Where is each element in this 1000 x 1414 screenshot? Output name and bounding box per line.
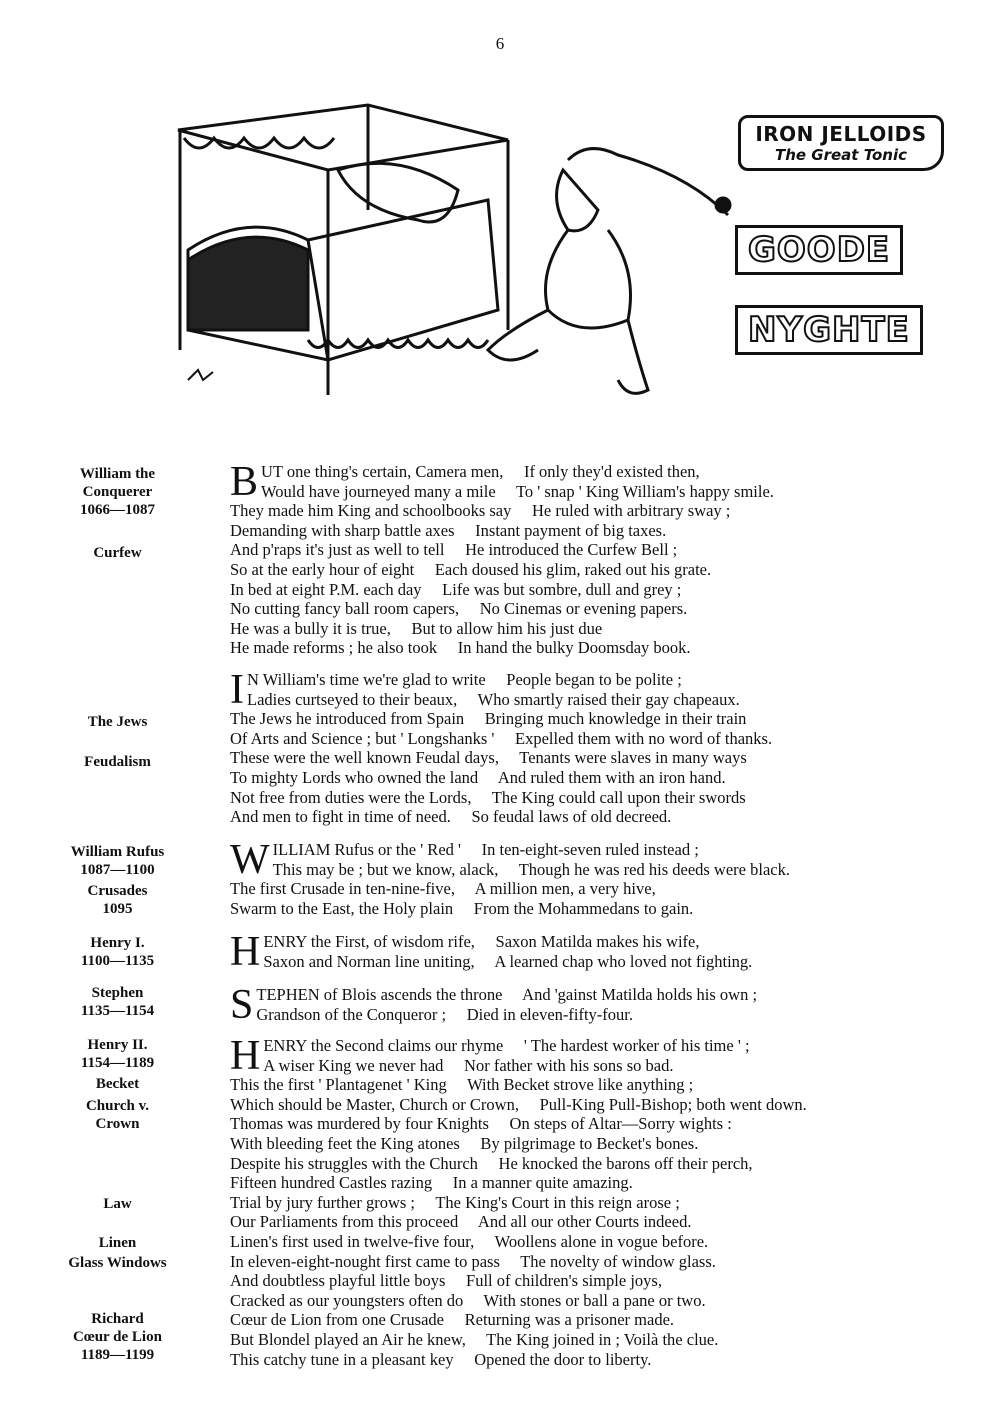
verse-line: Trial by jury further grows ; The King's Court in this reign arose ;: [230, 1192, 680, 1212]
verse-line: Linen's first used in twelve-five four, Woollens alone in vogue before.: [230, 1231, 709, 1251]
margin-note-becket: [40, 1075, 195, 1093]
margin-note-linen: [40, 1234, 195, 1252]
verse-line: In eleven-eight-nought first came to pass The novelty of window glass.: [230, 1251, 716, 1271]
margin-note-william: [40, 465, 195, 519]
verse-line: Fifteen hundred Castles razing In a manner quite amazing.: [230, 1173, 633, 1193]
drop-cap: W: [230, 837, 270, 883]
margin-note-line: Crown: [95, 1116, 140, 1132]
margin-note-line: Becket: [95, 1076, 140, 1092]
margin-note-line: Church v.: [85, 1098, 150, 1114]
verse-line: Ladies curtseyed to their beaux, Who smartly raised their gay chapeaux.: [247, 689, 740, 709]
margin-note-line: Feudalism: [84, 754, 151, 770]
verse-line: ILLIAM Rufus or the ' Red ' In ten-eight-seven ruled instead ;: [272, 840, 699, 859]
margin-note-line: Cœur de Lion: [73, 1329, 162, 1345]
verse-line: But Blondel played an Air he knew, The King joined in ; Voilà the clue.: [230, 1329, 719, 1349]
verse-line: They made him King and schoolbooks say He ruled with arbitrary sway ;: [230, 501, 731, 521]
verse-line: This catchy tune in a pleasant key Opened the door to liberty.: [230, 1349, 652, 1369]
banner-goode: GOODE: [735, 225, 903, 275]
verse-line: Saxon and Norman line uniting, A learned chap who loved not fighting.: [263, 951, 753, 971]
verse-line: He was a bully it is true, But to allow him his just due: [230, 618, 603, 638]
margin-note-line: 1100—1135: [80, 953, 155, 969]
verse-line: Demanding with sharp battle axes Instant payment of big taxes.: [230, 520, 667, 540]
verse-line: To mighty Lords who owned the land And ruled them with an iron hand.: [230, 767, 726, 787]
ad-tagline: The Great Tonic: [774, 146, 908, 164]
stanza-henry2: [230, 1033, 970, 1369]
verse-line: And p'raps it's just as well to tell He introduced the Curfew Bell ;: [230, 540, 678, 560]
verse-line: TEPHEN of Blois ascends the throne And 'gainst Matilda holds his own ;: [256, 985, 758, 1004]
verse-line: The Jews he introduced from Spain Bringing much knowledge in their train: [230, 709, 747, 729]
margin-note-richard: [40, 1310, 195, 1364]
margin-note-line: Linen: [98, 1235, 137, 1251]
drop-cap: B: [230, 459, 259, 505]
ad-logo-box: [738, 115, 944, 171]
margin-note-henry1: [40, 934, 195, 970]
drop-cap: H: [230, 929, 261, 975]
margin-note-line: 1087—1100: [80, 862, 155, 878]
verse-line: Thomas was murdered by four Knights On steps of Altar—Sorry wights :: [230, 1114, 732, 1134]
verse-line: Not free from duties were the Lords, The King could call upon their swords: [230, 787, 746, 807]
stanza-rufus: [230, 837, 970, 918]
margin-note-line: 1189—1199: [80, 1347, 155, 1363]
drop-cap: S: [230, 982, 254, 1028]
margin-note-line: Conquerer: [82, 484, 153, 500]
margin-note-line: Curfew: [93, 545, 142, 561]
margin-note-feudalism: [40, 753, 195, 771]
drop-cap: H: [230, 1033, 261, 1079]
verse-line: These were the well known Feudal days, Tenants were slaves in many ways: [230, 748, 747, 768]
verse-line: ENRY the First, of wisdom rife, Saxon Matilda makes his wife,: [263, 932, 700, 951]
verse-line: ENRY the Second claims our rhyme ' The hardest worker of his time ' ;: [263, 1036, 750, 1055]
margin-note-law: [40, 1195, 195, 1213]
margin-note-line: 1095: [102, 901, 133, 917]
margin-note-rufus: [40, 843, 195, 879]
verse-line: A wiser King we never had Nor father with his sons so bad.: [263, 1055, 674, 1075]
margin-note-line: Crusades: [87, 883, 148, 899]
margin-note-curfew: [40, 544, 195, 562]
margin-note-glass: [40, 1254, 195, 1272]
margin-note-church: [40, 1097, 195, 1133]
verse-line: Would have journeyed many a mile To ' snap ' King William's happy smile.: [261, 481, 774, 501]
verse-line: This the first ' Plantagenet ' King With Becket strove like anything ;: [230, 1075, 694, 1095]
verse-line: No cutting fancy ball room capers, No Cinemas or evening papers.: [230, 599, 688, 619]
margin-note-line: William Rufus: [70, 844, 165, 860]
verse-line: In bed at eight P.M. each day Life was but sombre, dull and grey ;: [230, 579, 682, 599]
verse-line: UT one thing's certain, Camera men, If only they'd existed then,: [261, 462, 700, 481]
verse-line: He made reforms ; he also took In hand the bulky Doomsday book.: [230, 638, 691, 658]
margin-note-jews: [40, 713, 195, 731]
margin-note-line: Law: [103, 1196, 132, 1212]
stanza-william: [230, 459, 970, 658]
verse-line: With bleeding feet the King atones By pilgrimage to Becket's bones.: [230, 1133, 699, 1153]
banner-nyghte: NYGHTE: [735, 305, 923, 355]
page-number: 6: [495, 34, 505, 53]
verse-line: Despite his struggles with the Church He knocked the barons off their perch,: [230, 1153, 753, 1173]
verse-line: Swarm to the East, the Holy plain From the Mohammedans to gain.: [230, 898, 694, 918]
margin-note-line: Richard: [91, 1311, 144, 1327]
verse-line: This may be ; but we know, alack, Though he was red his deeds were black.: [272, 859, 790, 879]
margin-note-line: Henry II.: [87, 1037, 148, 1053]
margin-note-line: 1066—1087: [80, 502, 155, 518]
margin-note-stephen: [40, 984, 195, 1020]
stanza-henry1: [230, 929, 970, 975]
margin-note-line: Glass Windows: [68, 1255, 167, 1271]
verse-line: Which should be Master, Church or Crown, Pull-King Pull-Bishop; both went down.: [230, 1094, 807, 1114]
margin-note-crusades: [40, 882, 195, 918]
margin-note-line: The Jews: [87, 714, 148, 730]
verse-line: Grandson of the Conqueror ; Died in eleven-fifty-four.: [256, 1004, 634, 1024]
margin-note-line: 1154—1189: [80, 1055, 155, 1071]
stanza-stephen: [230, 982, 970, 1028]
ad-brand: IRON JELLOIDS: [755, 122, 927, 146]
stanza-william-time: [230, 667, 970, 827]
margin-note-henry2: [40, 1036, 195, 1072]
verse-line: So at the early hour of eight Each doused his glim, raked out his grate.: [230, 559, 712, 579]
margin-note-line: Henry I.: [90, 935, 145, 951]
verse-line: Of Arts and Science ; but ' Longshanks ' Expelled them with no word of thanks.: [230, 728, 773, 748]
drop-cap: I: [230, 667, 244, 713]
margin-note-line: Stephen: [91, 985, 144, 1001]
verse-line: N William's time we're glad to write People began to be polite ;: [247, 670, 682, 689]
verse-line: And men to fight in time of need. So feudal laws of old decreed.: [230, 807, 672, 827]
verse-line: And doubtless playful little boys Full of children's simple joys,: [230, 1271, 662, 1291]
verse-line: Cracked as our youngsters often do With stones or ball a pane or two.: [230, 1290, 706, 1310]
verse-line: Cœur de Lion from one Crusade Returning was a prisoner made.: [230, 1310, 675, 1330]
verse-line: Our Parliaments from this proceed And all our other Courts indeed.: [230, 1212, 692, 1232]
verse-line: The first Crusade in ten-nine-five, A million men, a very hive,: [230, 879, 656, 899]
margin-note-line: William the: [79, 466, 156, 482]
advertisement: [738, 115, 958, 171]
margin-note-line: 1135—1154: [80, 1003, 155, 1019]
